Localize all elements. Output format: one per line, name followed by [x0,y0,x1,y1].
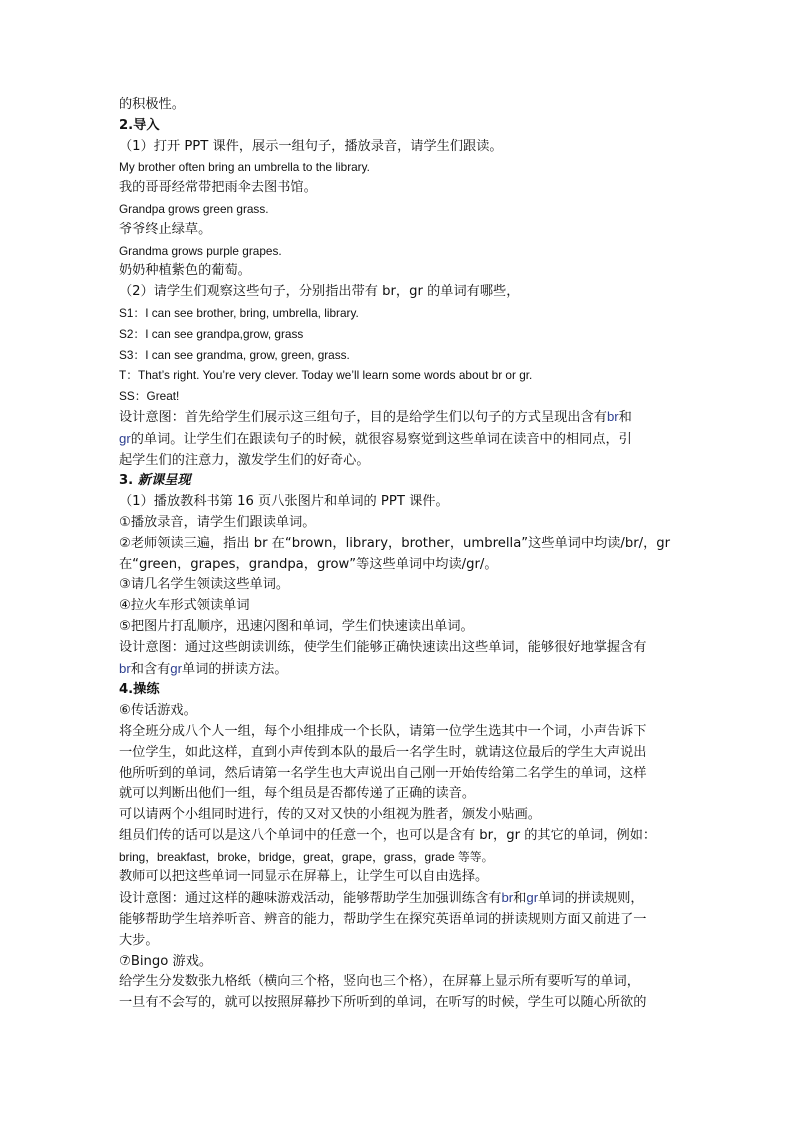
design-intent-line: 起学生们的注意力，激发学生们的好奇心。 [119,452,370,468]
english-sentence: My brother often bring an umbrella to the library. [119,160,370,175]
text-line: ⑤把图片打乱顺序，迅速闪图和单词，学生们快速读出单词。 [119,618,474,634]
chinese-translation: 奶奶种植紫色的葡萄。 [119,263,251,279]
text-segment: 和 [513,891,527,907]
text-line: ④拉火车形式领读单词 [119,598,250,614]
section-heading-practice: 4.操练 [119,682,160,698]
design-intent-line [119,659,679,681]
text-line: ②老师领读三遍，指出 br 在“brown，library，brother，umbrella”这些单词中均读/br/，gr [119,535,671,551]
text-line: （1）播放教科书第 16 页八张图片和单词的 PPT 课件。 [119,494,449,510]
design-intent-line [119,429,679,451]
text-line: 教师可以把这些单词一同显示在屏幕上，让学生可以自由选择。 [119,869,489,885]
term-gr: gr [526,890,539,906]
text-segment: 和 [618,409,632,425]
text-line: 在“green，grapes，grandpa，grow”等这些单词中均读/gr/。 [119,556,498,572]
dialogue-line: S2：I can see grandpa,grow, grass [119,326,304,341]
text-line: 组员们传的话可以是这八个单词中的任意一个，也可以是含有 br，gr 的其它的单词，例如： [119,827,657,843]
section-heading-presentation [119,471,679,492]
dialogue-line: T：That’s right. You’re very clever. Today we’ll learn some words about br or gr. [119,368,533,383]
design-intent-line [119,407,679,429]
term-br: br [119,660,131,676]
text-line: 将全班分成八个人一组，每个小组排成一个长队，请第一位学生选其中一个词，小声告诉下 [119,723,647,739]
term-gr: gr [119,430,131,446]
dialogue-line: SS：Great! [119,389,180,404]
chinese-translation: 爷爷终止绿草。 [119,221,212,237]
text-line: 就可以判断出他们一组，每个组员是否都传递了正确的读音。 [119,786,476,802]
text-line: 一位学生，如此这样，直到小声传到本队的最后一名学生时，就请这位最后的学生大声说出 [119,744,647,760]
text-line: 他所听到的单词，然后请第一名学生也大声说出自己刚一开始传给第二名学生的单词，这样 [119,765,647,781]
text-line: ①播放录音，请学生们跟读单词。 [119,514,316,530]
text-line: 一旦有不会写的，就可以按照屏幕抄下所听到的单词，在听写的时候，学生可以随心所欲的 [119,995,647,1011]
design-intent-line [119,888,679,910]
word-list-line: bring，breakfast，broke，bridge，great，grape，grass，grade 等等。 [119,849,494,864]
section-heading-lead-in: 2.导入 [119,117,160,133]
design-intent-line: 能够帮助学生培养听音、辨音的能力，帮助学生在探究英语单词的拼读规则方面又前进了一 [119,912,647,928]
dialogue-line: S3：I can see grandma, grow, green, grass. [119,347,350,362]
document-body [119,95,679,1014]
text-line: 的积极性。 [119,97,185,112]
chinese-translation: 我的哥哥经常带把雨伞去图书馆。 [119,180,317,196]
dialogue-line: S1：I can see brother, bring, umbrella, library. [119,305,359,320]
text-line: ⑥传话游戏。 [119,703,197,719]
design-intent-line: 大步。 [119,932,159,948]
english-sentence: Grandma grows purple grapes. [119,243,282,258]
text-line: 给学生分发数张九格纸（横向三个格，竖向也三个格），在屏幕上显示所有要听写的单词， [119,974,640,990]
text-segment: 单词的拼读规则， [538,891,644,907]
text-segment: 单词的拼读方法。 [182,661,288,677]
text-line: 可以请两个小组同时进行，传的又对又快的小组视为胜者，颁发小贴画。 [119,807,541,823]
text-line: ⑦Bingo 游戏。 [119,953,213,969]
text-line: （2）请学生们观察这些句子，分别指出带有 br，gr 的单词有哪些， [119,284,520,300]
design-intent-line: 设计意图：通过这些朗读训练，使学生们能够正确快速读出这些单词，能够很好地掌握含有 [119,639,647,655]
term-br: br [501,890,514,906]
text-segment: 设计意图：首先给学生们展示这三组句子，目的是给学生们以句子的方式呈现出含有 [119,409,607,425]
term-br: br [606,408,619,424]
text-line: ③请几名学生领读这些单词。 [119,577,290,593]
english-sentence: Grandpa grows green grass. [119,201,269,216]
heading-text: 新课呈现 [137,473,191,489]
text-segment: 的单词。让学生们在跟读句子的时候，就很容易察觉到这些单词在读音中的相同点，引 [130,431,632,447]
text-segment: 设计意图：通过这样的趣味游戏活动，能够帮助学生加强训练含有 [119,891,502,907]
text-segment: 和含有 [130,661,171,677]
heading-number: 3. [119,473,138,489]
text-line: （1）打开 PPT 课件，展示一组句子，播放录音，请学生们跟读。 [119,138,503,154]
term-gr: gr [170,660,183,676]
